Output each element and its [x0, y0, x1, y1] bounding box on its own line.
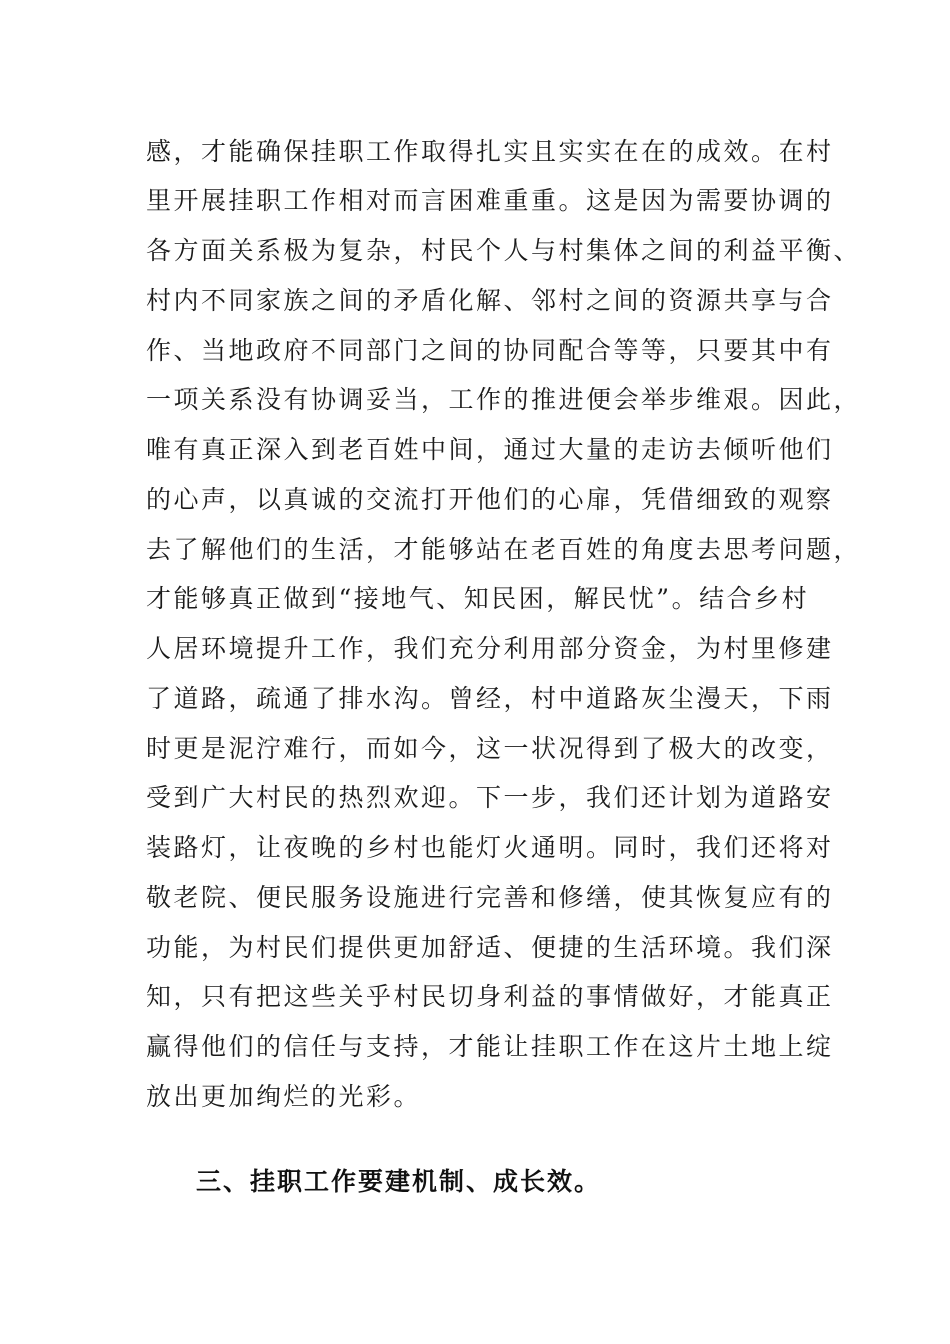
paragraph-line: 知，只有把这些关乎村民切身利益的事情做好，才能真正	[146, 982, 834, 1011]
section-heading: 三、挂职工作要建机制、成长效。	[196, 1167, 602, 1196]
paragraph-line: 时更是泥泞难行，而如今，这一状况得到了极大的改变，	[146, 734, 834, 763]
paragraph-line: 人居环境提升工作，我们充分利用部分资金，为村里修建	[146, 634, 834, 663]
paragraph-line: 各方面关系极为复杂，村民个人与村集体之间的利益平衡、	[146, 236, 862, 265]
paragraph-line: 才能够真正做到“接地气、知民困，解民忧”。结合乡村	[146, 584, 810, 613]
paragraph-line: 受到广大村民的热烈欢迎。下一步，我们还计划为道路安	[146, 783, 834, 812]
paragraph-line: 唯有真正深入到老百姓中间，通过大量的走访去倾听他们	[146, 435, 834, 464]
paragraph-line: 功能，为村民们提供更加舒适、便捷的生活环境。我们深	[146, 933, 834, 962]
paragraph-line: 一项关系没有协调妥当，工作的推进便会举步维艰。因此，	[146, 385, 862, 414]
paragraph-line: 赢得他们的信任与支持，才能让挂职工作在这片土地上绽	[146, 1032, 834, 1061]
paragraph-line: 放出更加绚烂的光彩。	[146, 1082, 422, 1111]
paragraph-line: 村内不同家族之间的矛盾化解、邻村之间的资源共享与合	[146, 286, 834, 315]
paragraph-line: 去了解他们的生活，才能够站在老百姓的角度去思考问题，	[146, 535, 862, 564]
paragraph-line: 了道路，疏通了排水沟。曾经，村中道路灰尘漫天，下雨	[146, 684, 834, 713]
paragraph-line: 感，才能确保挂职工作取得扎实且实实在在的成效。在村	[146, 137, 834, 166]
paragraph-line: 里开展挂职工作相对而言困难重重。这是因为需要协调的	[146, 186, 834, 215]
paragraph-line: 装路灯，让夜晚的乡村也能灯火通明。同时，我们还将对	[146, 833, 834, 862]
paragraph-line: 敬老院、便民服务设施进行完善和修缮，使其恢复应有的	[146, 883, 834, 912]
paragraph-line: 作、当地政府不同部门之间的协同配合等等，只要其中有	[146, 336, 834, 365]
paragraph-line: 的心声，以真诚的交流打开他们的心扉，凭借细致的观察	[146, 485, 834, 514]
